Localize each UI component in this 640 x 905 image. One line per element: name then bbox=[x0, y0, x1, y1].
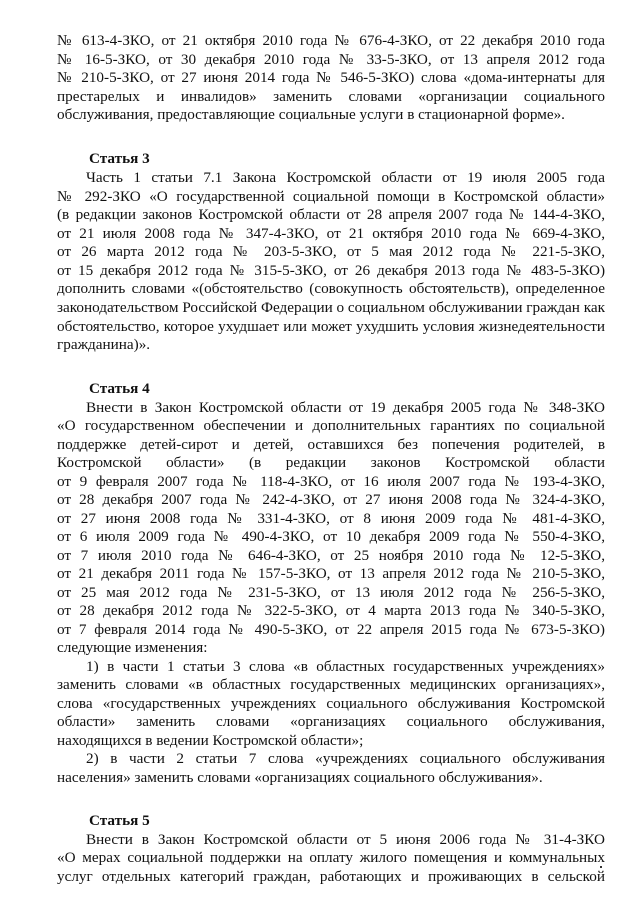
scan-speck bbox=[600, 866, 602, 868]
text-line: заменить словами «в областных государственных медицинских организациях», bbox=[57, 676, 605, 693]
text-line: престарелых и инвалидов» заменить словами «организации социального bbox=[57, 88, 605, 105]
text-line: Внести в Закон Костромской области от 5 июня 2006 года № 31-4-ЗКО bbox=[86, 831, 605, 848]
text-line: от 21 июля 2008 года № 347-4-ЗКО, от 21 октября 2010 года № 669-4-ЗКО, bbox=[57, 225, 605, 242]
text-line: от 27 июня 2008 года № 331-4-ЗКО, от 8 июня 2009 года № 481-4-ЗКО, bbox=[57, 510, 605, 527]
text-line: дополнить словами «(обстоятельство (совокупность обстоятельств), определенное bbox=[57, 280, 605, 297]
text-line: от 15 декабря 2012 года № 315-5-ЗКО, от 26 декабря 2013 года № 483-5-ЗКО) bbox=[57, 262, 605, 279]
article-4-heading: Статья 4 bbox=[89, 380, 150, 397]
text-line: находящихся в ведении Костромской области»; bbox=[57, 732, 364, 749]
text-line: № 210-5-ЗКО, от 27 июня 2014 года № 546-5-ЗКО) слова «дома-интернаты для bbox=[57, 69, 605, 86]
text-line: от 26 марта 2012 года № 203-5-ЗКО, от 5 мая 2012 года № 221-5-ЗКО, bbox=[57, 243, 605, 260]
text-line: 1) в части 1 статьи 3 слова «в областных государственных учреждениях» bbox=[86, 658, 605, 675]
text-line: следующие изменения: bbox=[57, 639, 208, 656]
text-line: (в редакции законов Костромской области от 28 апреля 2007 года № 144-4-ЗКО, bbox=[57, 206, 605, 223]
text-line: услуг отдельных категорий граждан, работающих и проживающих в сельской bbox=[57, 868, 605, 885]
text-line: от 21 декабря 2011 года № 157-5-ЗКО, от 13 апреля 2012 года № 210-5-ЗКО, bbox=[57, 565, 605, 582]
article-5-heading: Статья 5 bbox=[89, 812, 150, 829]
text-line: поддержке детей-сирот и детей, оставшихся без попечения родителей, в bbox=[57, 436, 605, 453]
text-line: от 7 февраля 2014 года № 490-5-ЗКО, от 22 апреля 2015 года № 673-5-ЗКО) bbox=[57, 621, 605, 638]
text-line: «О мерах социальной поддержки на оплату жилого помещения и коммунальных bbox=[57, 849, 605, 866]
text-line: гражданина)». bbox=[57, 336, 151, 353]
text-line: области» заменить словами «организациях социального обслуживания, bbox=[57, 713, 605, 730]
text-line: № 613-4-ЗКО, от 21 октября 2010 года № 676-4-ЗКО, от 22 декабря 2010 года bbox=[57, 32, 605, 49]
text-line: от 9 февраля 2007 года № 118-4-ЗКО, от 16 июля 2007 года № 193-4-ЗКО, bbox=[57, 473, 605, 490]
text-line: Внести в Закон Костромской области от 19 декабря 2005 года № 348-ЗКО bbox=[86, 399, 605, 416]
text-line: слова «государственных учреждениях социального обслуживания Костромской bbox=[57, 695, 605, 712]
text-line: от 25 мая 2012 года № 231-5-ЗКО, от 13 июля 2012 года № 256-5-ЗКО, bbox=[57, 584, 605, 601]
text-line: № 292-ЗКО «О государственной социальной помощи в Костромской области» bbox=[57, 188, 605, 205]
text-line: от 7 июля 2010 года № 646-4-ЗКО, от 25 ноября 2010 года № 12-5-ЗКО, bbox=[57, 547, 605, 564]
article-3-heading: Статья 3 bbox=[89, 150, 150, 167]
text-line: № 16-5-ЗКО, от 30 декабря 2010 года № 33-5-ЗКО, от 13 апреля 2012 года bbox=[57, 51, 605, 68]
text-line: «О государственном обеспечении и дополнительных гарантиях по социальной bbox=[57, 417, 605, 434]
text-line: населения» заменить словами «организациях социального обслуживания». bbox=[57, 769, 543, 786]
text-line: от 6 июля 2009 года № 490-4-ЗКО, от 10 декабря 2009 года № 550-4-ЗКО, bbox=[57, 528, 605, 545]
text-line: обслуживания, предоставляющие социальные услуги в стационарной форме». bbox=[57, 106, 565, 123]
text-line: от 28 декабря 2007 года № 242-4-ЗКО, от 27 июня 2008 года № 324-4-ЗКО, bbox=[57, 491, 605, 508]
text-line: 2) в части 2 статьи 7 слова «учреждениях социального обслуживания bbox=[86, 750, 605, 767]
text-line: Костромской области» (в редакции законов Костромской области bbox=[57, 454, 605, 471]
text-line: от 28 декабря 2012 года № 322-5-ЗКО, от 4 марта 2013 года № 340-5-ЗКО, bbox=[57, 602, 605, 619]
text-line: законодательством Российской Федерации о социальном обслуживании граждан как bbox=[57, 299, 605, 316]
text-line: обстоятельство, которое ухудшает или может ухудшить условия жизнедеятельности bbox=[57, 318, 605, 335]
text-line: Часть 1 статьи 7.1 Закона Костромской области от 19 июля 2005 года bbox=[86, 169, 605, 186]
